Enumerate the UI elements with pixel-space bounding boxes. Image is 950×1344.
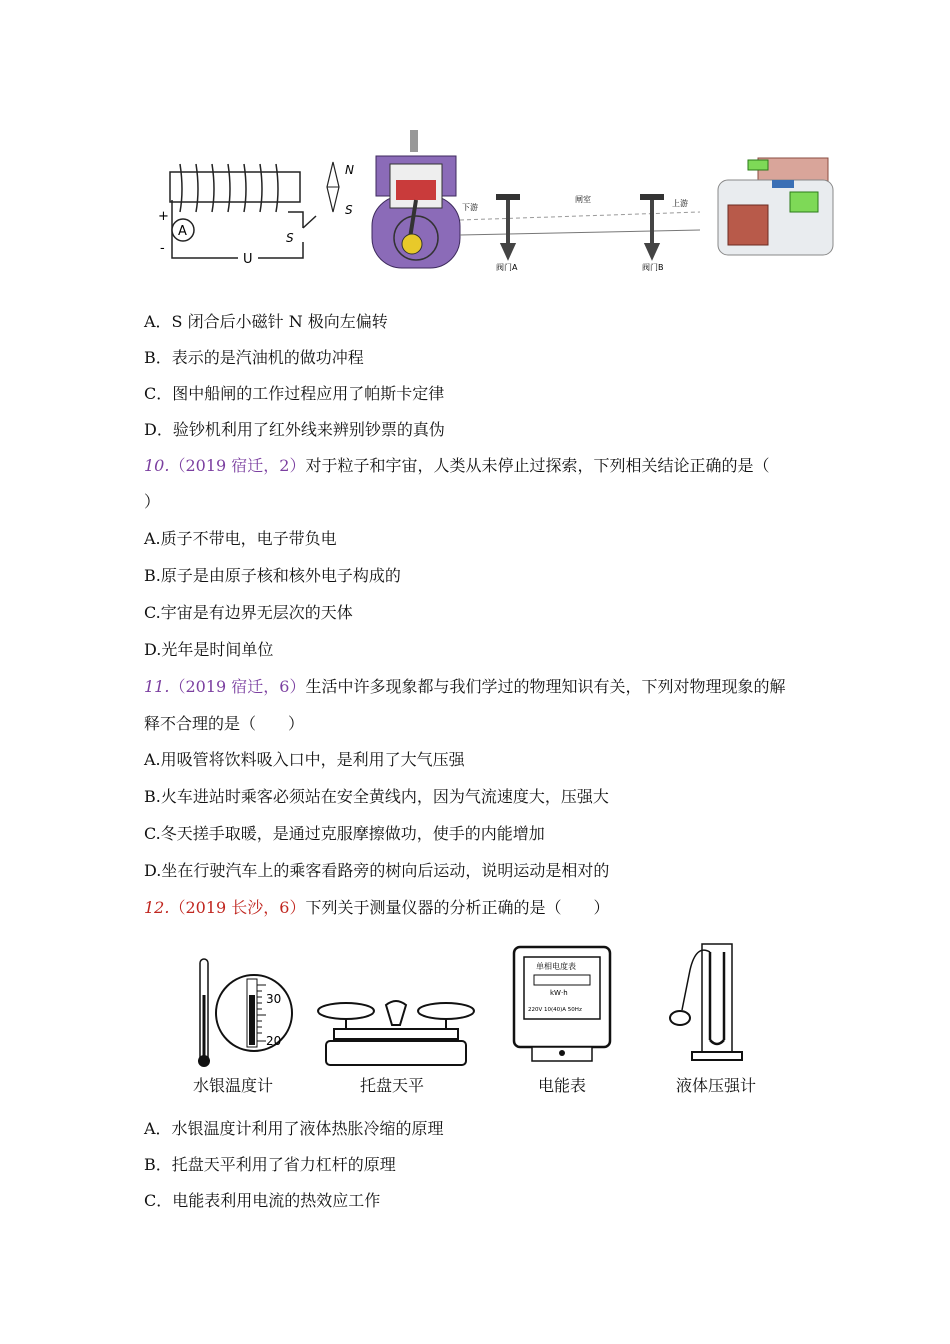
meter-title: 单相电度表: [536, 962, 576, 971]
q11-source: （2019 宿迁，6）: [169, 677, 306, 696]
q10-stem-cont: ）: [144, 492, 161, 511]
money-counter-figure: [708, 150, 838, 265]
lock-chamber-label: 闸室: [575, 195, 591, 204]
needle-s-label: S: [345, 203, 353, 217]
balance-figure: [316, 995, 476, 1070]
q11-option-a: A.用吸管将饮料吸入口中，是利用了大气压强: [144, 750, 465, 769]
meter-unit: kW·h: [550, 989, 568, 997]
q10-number: 10.: [144, 456, 170, 475]
gate-a-label: 阀门A: [496, 263, 518, 272]
q10-stem-line: [144, 456, 769, 476]
q12-option-a: A．水银温度计利用了液体热胀冷缩的原理: [144, 1119, 444, 1138]
q11-stem-cont: 释不合理的是（ ）: [144, 714, 305, 733]
q10-option-d: D.光年是时间单位: [144, 640, 274, 659]
voltage-label: U: [243, 252, 253, 267]
needle-n-label: N: [345, 163, 354, 177]
q11-option-b: B.火车进站时乘客必须站在安全黄线内，因为气流速度大，压强大: [144, 787, 609, 806]
q12-stem: 下列关于测量仪器的分析正确的是（ ）: [305, 898, 610, 917]
q10-stem: 对于粒子和宇宙，人类从未停止过探索，下列相关结论正确的是（: [305, 456, 770, 475]
q11-option-d: D.坐在行驶汽车上的乘客看路旁的树向后运动，说明运动是相对的: [144, 861, 610, 880]
caption-balance: 托盘天平: [360, 1076, 425, 1095]
ammeter-label: A: [178, 224, 187, 239]
thermo-tick-20: 20: [266, 1034, 282, 1048]
caption-electric-meter: 电能表: [538, 1076, 587, 1095]
q12-option-c: C．电能表利用电流的热效应工作: [144, 1191, 381, 1210]
q11-option-c: C.冬天搓手取暖，是通过克服摩擦做功，使手的内能增加: [144, 824, 545, 843]
q9-option-b: B．表示的是汽油机的做功冲程: [144, 348, 364, 367]
engine-stroke-figure: [366, 126, 466, 271]
q10-source: （2019 宿迁，2）: [169, 456, 306, 475]
electric-meter-figure: [510, 943, 615, 1068]
q10-option-c: C.宇宙是有边界无层次的天体: [144, 603, 353, 622]
minus-label: -: [160, 241, 165, 256]
q10-option-a: A.质子不带电，电子带负电: [144, 529, 337, 548]
thermometer-figure: [192, 955, 302, 1070]
q12-option-b: B．托盘天平利用了省力杠杆的原理: [144, 1155, 396, 1174]
pressure-gauge-figure: [660, 940, 755, 1065]
q11-number: 11.: [144, 677, 170, 696]
q9-option-a: A．S 闭合后小磁针 N 极向左偏转: [144, 312, 388, 331]
downstream-label: 下游: [462, 203, 478, 212]
plus-label: +: [158, 209, 169, 224]
gate-b-label: 阀门B: [642, 263, 664, 272]
q10-option-b: B.原子是由原子核和核外电子构成的: [144, 566, 401, 585]
meter-rating: 220V 10(40)A 50Hz: [528, 1007, 582, 1013]
q12-number: 12.: [144, 898, 170, 917]
switch-label: S: [286, 231, 294, 245]
q9-option-c: C．图中船闸的工作过程应用了帕斯卡定律: [144, 384, 445, 403]
solenoid-circuit-figure: [158, 150, 368, 270]
q12-stem-line: [144, 898, 609, 918]
q11-stem: 生活中许多现象都与我们学过的物理知识有关，下列对物理现象的解: [305, 677, 786, 696]
q12-source: （2019 长沙，6）: [169, 898, 306, 917]
q11-stem-line: [144, 677, 785, 697]
q9-option-d: D．验钞机利用了红外线来辨别钞票的真伪: [144, 420, 445, 439]
caption-pressure-gauge: 液体压强计: [676, 1076, 757, 1095]
ship-lock-figure: [460, 190, 700, 275]
upstream-label: 上游: [672, 199, 688, 208]
thermo-tick-30: 30: [266, 992, 282, 1006]
caption-thermometer: 水银温度计: [193, 1076, 274, 1095]
